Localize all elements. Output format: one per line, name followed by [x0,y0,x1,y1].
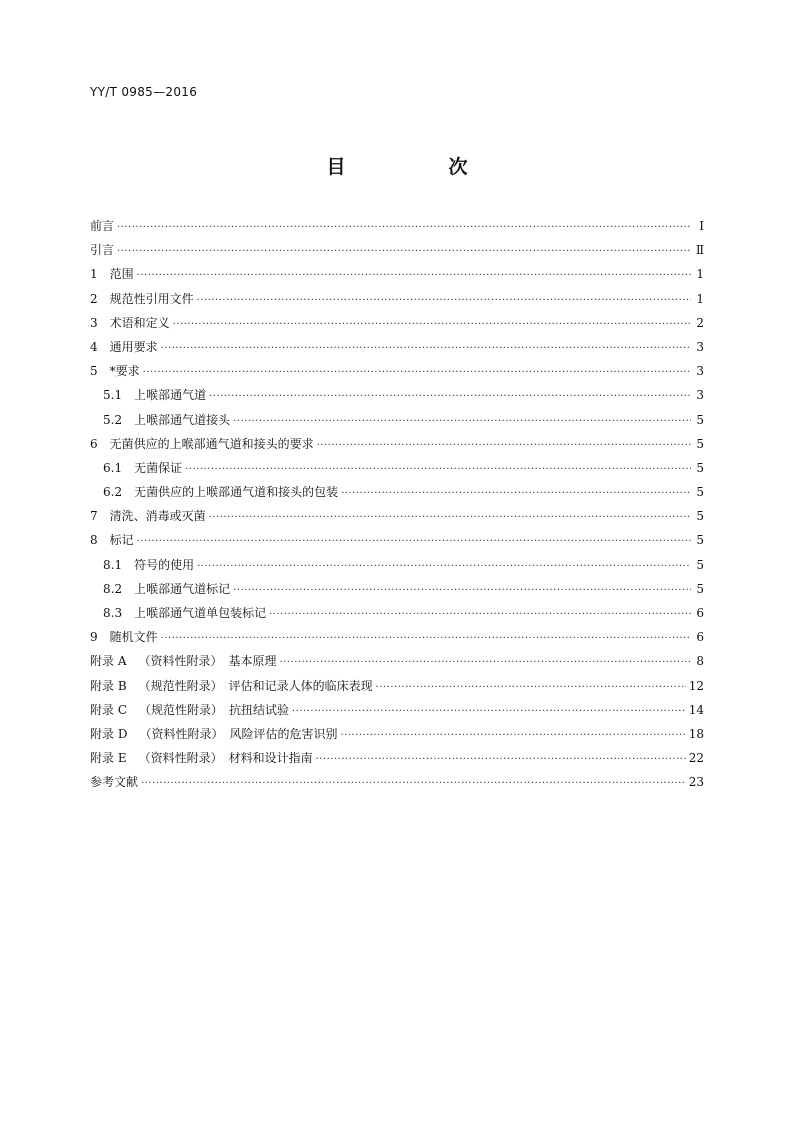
toc-leader-dots [340,724,685,748]
toc-entry-label: 术语和定义 [109,315,170,330]
toc-entry-label: （规范性附录） 评估和记录人体的临床表现 [138,678,373,693]
toc-entry-label: 无菌供应的上喉部通气道和接头的要求 [109,436,314,451]
toc-entry-page: 18 [688,726,704,741]
toc-entry[interactable] [90,577,704,601]
toc-leader-dots [143,361,691,385]
toc-entry-number: 4 [90,339,98,354]
toc-entry-number: 9 [90,630,98,645]
toc-entry[interactable] [90,553,704,577]
toc-entry[interactable] [90,359,704,383]
toc-entry-number: 6.1 [103,460,123,475]
toc-entry-page: 3 [696,339,704,354]
table-of-contents [90,214,704,795]
toc-entry-page: 8 [696,654,704,669]
toc-entry-number: 3 [90,315,98,330]
toc-leader-dots [137,264,691,288]
toc-entry-label: 无菌供应的上喉部通气道和接头的包装 [134,485,339,500]
toc-leader-dots [376,676,686,700]
toc-leader-dots [292,700,686,724]
toc-entry-number: 8.3 [103,606,123,620]
toc-entry-number: 8.1 [103,557,123,572]
toc-entry[interactable] [90,746,704,770]
toc-entry[interactable] [90,528,704,552]
toc-entry-label: 上喉部通气道接头 [134,412,231,427]
toc-leader-dots [316,748,686,772]
toc-entry-label: 符号的使用 [134,557,195,572]
toc-entry-page: 1 [696,291,704,306]
toc-entry-number: 1 [90,267,98,282]
toc-entry-page: 5 [696,460,704,475]
toc-entry-number: 6.2 [103,485,123,500]
toc-leader-dots [209,385,691,409]
toc-leader-dots [173,313,691,337]
toc-leader-dots [269,603,691,627]
toc-leader-dots [280,651,692,675]
toc-entry[interactable] [90,214,704,238]
toc-entry-number: 附录 B [90,678,127,693]
toc-entry-label: 随机文件 [109,630,158,645]
document-header: YY/T 0985—2016 [90,85,198,99]
toc-leader-dots [141,772,686,796]
toc-entry-page: 14 [688,702,704,717]
toc-entry[interactable] [90,287,704,311]
toc-entry-page: 23 [688,775,704,790]
toc-entry[interactable] [90,238,704,262]
toc-entry-number: 5.1 [103,388,123,403]
toc-entry[interactable] [90,698,704,722]
toc-entry[interactable] [90,504,704,528]
toc-entry-label: *要求 [109,364,140,379]
toc-leader-dots [317,434,691,458]
toc-entry-page: 5 [696,412,704,427]
toc-entry[interactable] [90,335,704,359]
toc-entry-label: 上喉部通气道 [134,388,207,403]
toc-entry[interactable] [90,480,704,504]
toc-leader-dots [137,530,691,554]
toc-entry[interactable] [90,625,704,649]
toc-entry-number: 8.2 [103,581,123,596]
toc-entry[interactable] [90,649,704,673]
toc-leader-dots [233,410,691,434]
toc-entry-number: 5 [90,364,98,379]
toc-entry[interactable] [90,456,704,480]
toc-entry-number: 6 [90,436,98,451]
toc-entry[interactable] [90,311,704,335]
toc-entry-page: Ⅰ [699,219,704,233]
toc-leader-dots [161,627,691,651]
toc-entry-number: 8 [90,533,98,548]
toc-entry-label: 范围 [109,267,134,282]
toc-entry-label: 无菌保证 [134,460,183,475]
toc-entry-number: 附录 A [90,654,127,669]
toc-entry-number: 7 [90,509,98,524]
toc-entry-page: 6 [696,630,704,645]
toc-entry-number: 5.2 [103,412,123,427]
toc-leader-dots [117,240,691,264]
toc-entry[interactable] [90,601,704,625]
toc-entry[interactable] [90,432,704,456]
toc-entry-page: 12 [688,678,704,693]
toc-entry-label: （资料性附录） 材料和设计指南 [138,751,313,766]
toc-entry[interactable] [90,408,704,432]
toc-leader-dots [233,579,691,603]
toc-entry-label: 前言 [90,219,115,233]
toc-entry-page: 1 [696,267,704,282]
toc-entry-label: 引言 [90,243,115,258]
toc-entry[interactable] [90,383,704,407]
toc-entry-label: 清洗、消毒或灭菌 [109,509,206,524]
toc-entry-page: 5 [696,436,704,451]
toc-entry-page: 5 [696,485,704,500]
toc-entry-number: 附录 E [90,751,127,766]
toc-entry-page: 3 [696,364,704,379]
toc-entry-page: 22 [688,751,704,766]
toc-entry-number: 2 [90,291,98,306]
toc-entry-label: （规范性附录） 抗扭结试验 [139,702,290,717]
page-title: 目 次 [326,156,510,178]
toc-entry-page: 3 [696,388,704,403]
toc-leader-dots [161,337,691,361]
toc-entry[interactable] [90,722,704,746]
toc-entry[interactable] [90,674,704,698]
toc-entry-number: 附录 D [90,726,128,741]
toc-leader-dots [197,555,691,579]
toc-entry-label: （资料性附录） 风险评估的危害识别 [139,726,338,741]
toc-leader-dots [117,216,691,240]
toc-entry-number: 附录 C [90,702,127,717]
toc-entry-label: （资料性附录） 基本原理 [138,654,277,669]
toc-entry-label: 通用要求 [109,339,158,354]
toc-entry-page: 2 [696,315,704,330]
toc-entry-label: 标记 [109,533,134,548]
toc-leader-dots [185,458,691,482]
toc-entry-page: Ⅱ [695,243,704,258]
toc-entry-page: 5 [696,533,704,548]
toc-entry-label: 规范性引用文件 [109,291,194,306]
toc-leader-dots [341,482,691,506]
toc-leader-dots [197,289,691,313]
toc-entry[interactable] [90,262,704,286]
toc-entry-label: 上喉部通气道标记 [134,581,231,596]
toc-entry-page: 6 [696,606,704,620]
toc-entry-label: 参考文献 [90,775,139,790]
toc-entry-label: 上喉部通气道单包装标记 [134,606,267,620]
toc-entry-page: 5 [696,581,704,596]
toc-leader-dots [209,506,691,530]
toc-entry-page: 5 [696,557,704,572]
toc-entry-page: 5 [696,509,704,524]
toc-entry[interactable] [90,770,704,794]
